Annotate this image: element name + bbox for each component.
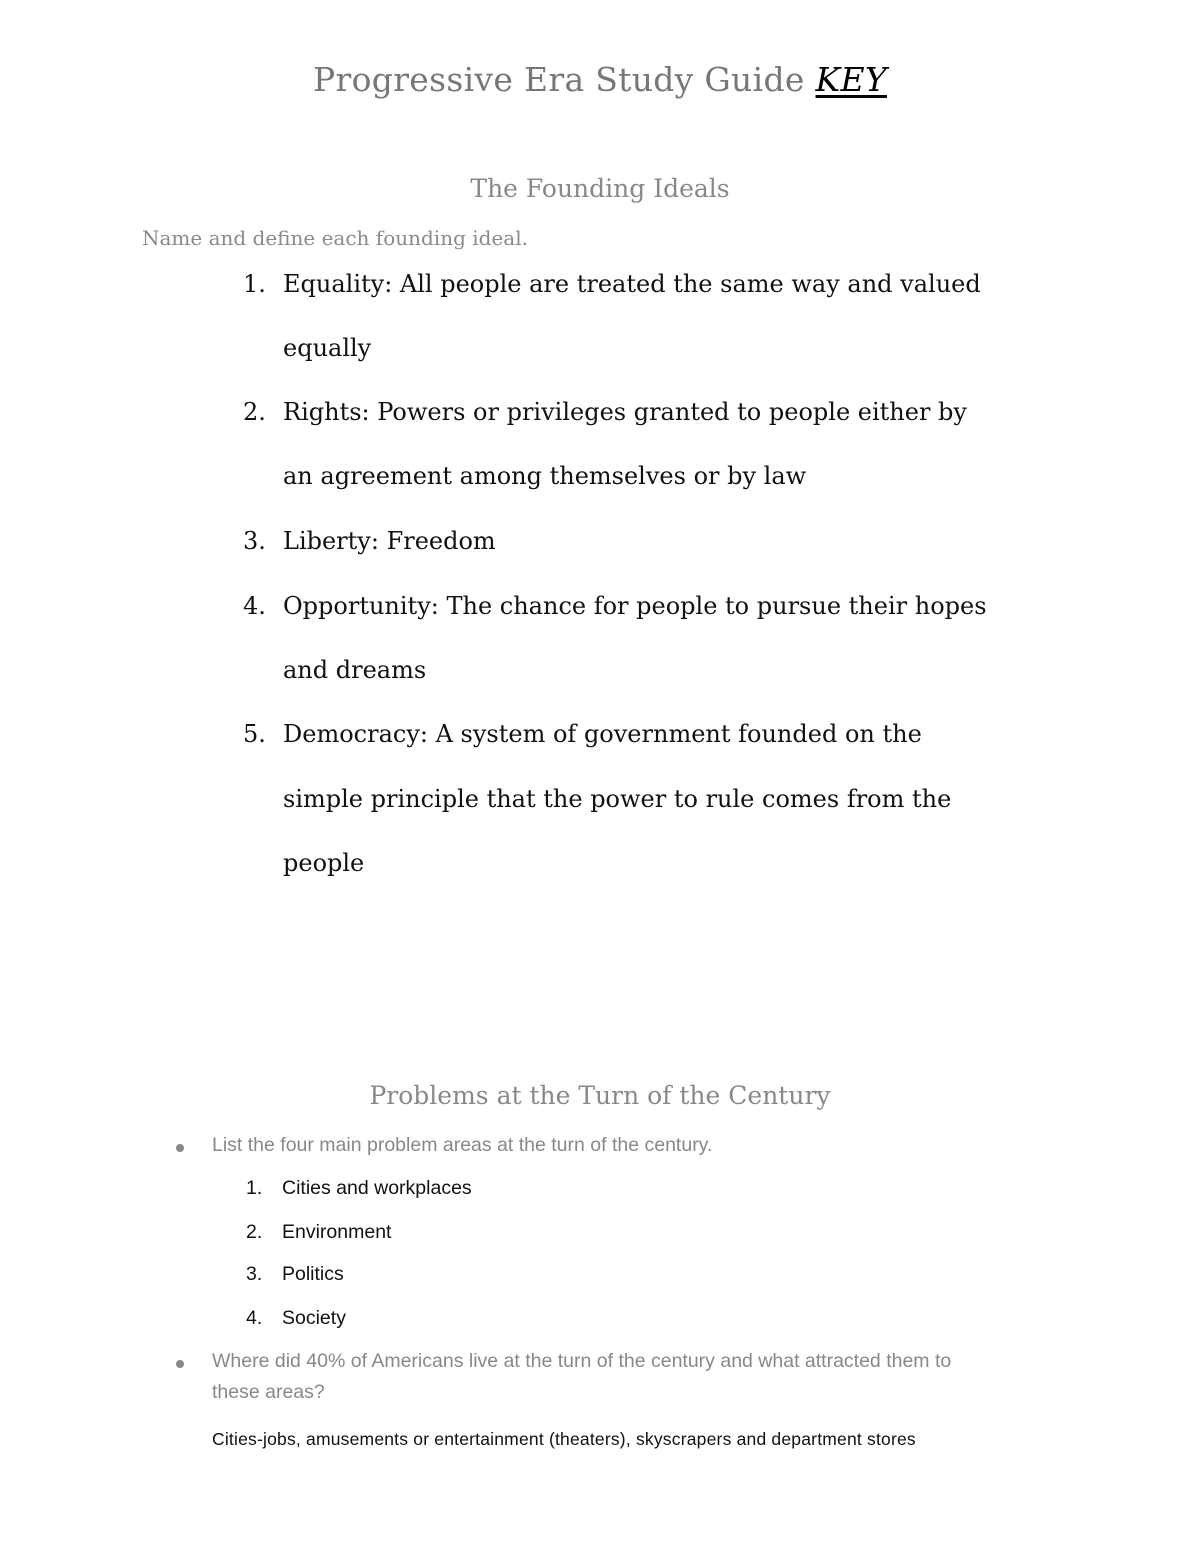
problems-answer-2: Cities-jobs, amusements or entertainment (theaters), skyscrapers and department stores: [212, 1429, 916, 1449]
problems-heading: Problems at the Turn of the Century: [369, 1081, 831, 1110]
problem-area-item: [246, 1221, 391, 1244]
ideal-text-line: Liberty: Freedom: [283, 527, 496, 555]
problem-area-item: [246, 1307, 346, 1330]
document-title-key: KEY: [815, 60, 887, 99]
list-number: 3.: [243, 527, 266, 555]
bullet-icon: [176, 1360, 184, 1368]
ideal-text-line: Opportunity: The chance for people to pursue their hopes: [283, 592, 987, 620]
list-number: 4.: [246, 1307, 263, 1329]
founding-ideals-instruction: Name and define each founding ideal.: [142, 226, 528, 250]
ideal-text-line: Democracy: A system of government founded on the: [283, 720, 922, 748]
ideal-text-line: equally: [283, 334, 372, 362]
list-number: 2.: [246, 1221, 263, 1243]
ideal-text-line: Rights: Powers or privileges granted to people either by: [283, 398, 967, 426]
ideal-text-line: and dreams: [283, 656, 427, 684]
problem-area-label: Cities and workplaces: [282, 1177, 472, 1199]
ideal-text-line: Equality: All people are treated the same way and valued: [283, 270, 981, 298]
problem-area-item: [246, 1263, 344, 1286]
problem-area-label: Society: [282, 1307, 346, 1329]
problems-question-1: List the four main problem areas at the turn of the century.: [212, 1134, 713, 1156]
list-number: 1.: [246, 1177, 263, 1199]
bullet-icon: [176, 1144, 184, 1152]
list-number: 3.: [246, 1263, 263, 1285]
problem-area-label: Environment: [282, 1221, 392, 1243]
ideal-text-line: an agreement among themselves or by law: [283, 462, 807, 490]
problem-area-label: Politics: [282, 1263, 344, 1285]
list-number: 4.: [243, 592, 266, 620]
ideal-text-line: people: [283, 849, 365, 877]
problems-question-2-line: these areas?: [212, 1381, 325, 1403]
founding-ideals-heading: The Founding Ideals: [470, 174, 730, 203]
problem-area-item: [246, 1177, 472, 1200]
list-number: 1.: [243, 270, 266, 298]
ideal-text-line: simple principle that the power to rule comes from the: [283, 785, 952, 813]
list-number: 5.: [243, 720, 266, 748]
document-title: [0, 60, 1200, 99]
list-number: 2.: [243, 398, 266, 426]
problems-question-2-line: Where did 40% of Americans live at the turn of the century and what attracted them to: [212, 1350, 952, 1372]
document-title-text: Progressive Era Study Guide: [313, 60, 816, 99]
